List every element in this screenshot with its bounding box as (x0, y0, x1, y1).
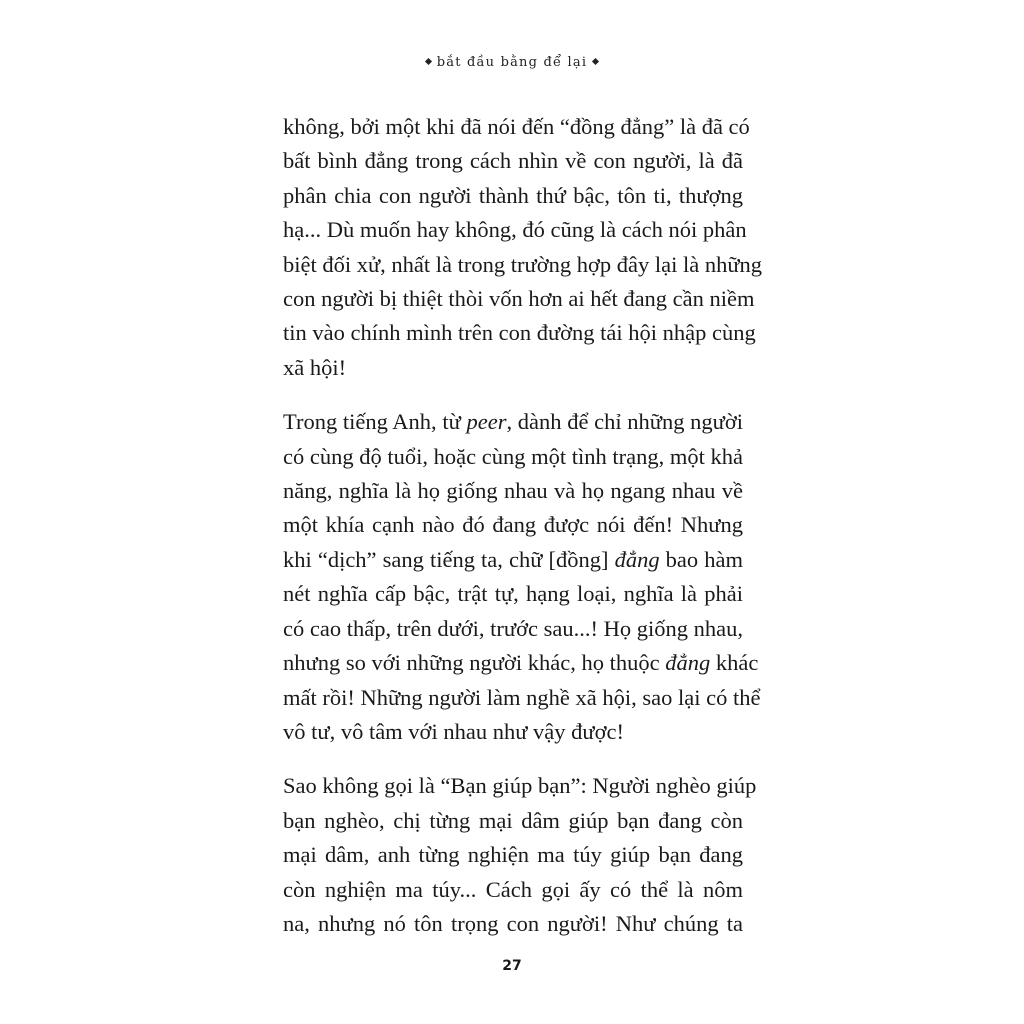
paragraph (283, 110, 763, 385)
text-line: tin vào chính mình trên con đường tái hội nhập cùng (283, 320, 756, 346)
text-line: na, nhưng nó tôn trọng con người! Như chúng ta (283, 910, 743, 936)
text-line: nét nghĩa cấp bậc, trật tự, hạng loại, nghĩa là phải (283, 581, 743, 607)
text-line: mất rồi! Những người làm nghề xã hội, sao lại có thể (283, 684, 761, 710)
text-line: có cao thấp, trên dưới, trước sau...! Họ giống nhau, (283, 615, 743, 641)
italic-term: đẳng (614, 546, 660, 572)
paragraph (283, 405, 761, 749)
page-number: 27 (502, 958, 522, 974)
text-line: năng, nghĩa là họ giống nhau và họ ngang nhau về (283, 478, 743, 504)
text-line: phân chia con người thành thứ bậc, tôn ti, thượng (283, 182, 743, 208)
text-line: nhưng so với những người khác, họ thuộc đẳng khác (283, 650, 759, 676)
text-line: còn nghiện ma túy... Cách gọi ấy có thể là nôm (283, 876, 743, 902)
text-line: mại dâm, anh từng nghiện ma túy giúp bạn đang (283, 842, 743, 868)
text-line: xã hội! (283, 354, 347, 380)
text-line: hạ... Dù muốn hay không, đó cũng là cách nói phân (283, 217, 747, 243)
running-header (0, 55, 1024, 70)
diamond-ornament-icon (592, 58, 599, 65)
text-line: Trong tiếng Anh, từ peer, dành để chỉ những người (283, 409, 744, 435)
text-line: khi “dịch” sang tiếng ta, chữ [đồng] đẳng bao hàm (283, 546, 743, 572)
paragraph (283, 769, 757, 941)
text-line: bạn nghèo, chị từng mại dâm giúp bạn đang còn (283, 807, 743, 833)
text-line: có cùng độ tuổi, hoặc cùng một tình trạng, một khả (283, 443, 743, 469)
text-line: không, bởi một khi đã nói đến “đồng đẳng” là đã có (283, 114, 750, 139)
text-line: vô tư, vô tâm với nhau như vậy được! (283, 718, 624, 744)
text-line: con người bị thiệt thòi vốn hơn ai hết đang cần niềm (283, 286, 755, 312)
running-title: bắt đầu bằng để lại (436, 55, 588, 70)
text-line: Sao không gọi là “Bạn giúp bạn”: Người nghèo giúp (283, 773, 757, 799)
paragraph-gap (283, 749, 743, 769)
text-line: bất bình đẳng trong cách nhìn về con người, là đã (283, 148, 743, 174)
body-text (283, 110, 763, 941)
italic-term: peer (466, 409, 507, 435)
diamond-ornament-icon (425, 58, 432, 65)
text-line: biệt đối xử, nhất là trong trường hợp đây lại là những (283, 251, 763, 277)
paragraph-gap (283, 385, 743, 405)
text-line: một khía cạnh nào đó đang được nói đến! Nhưng (283, 512, 743, 538)
italic-term: đẳng (665, 650, 711, 676)
